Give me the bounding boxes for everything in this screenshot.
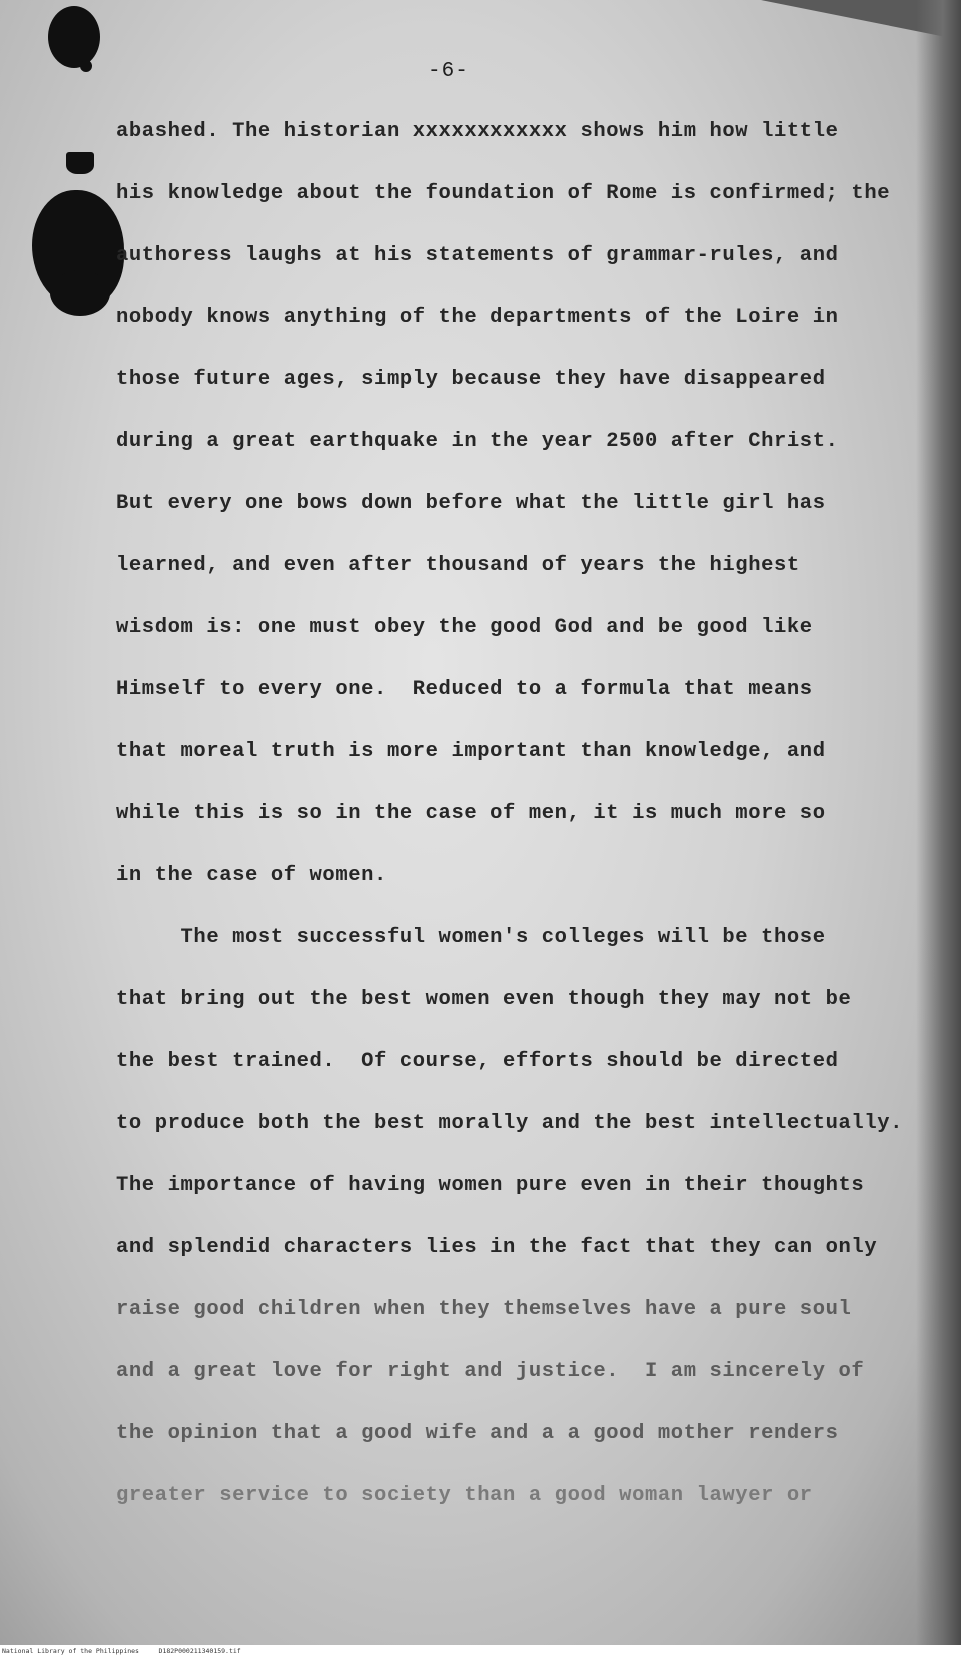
text-line: greater service to society than a good woman lawyer or — [116, 1484, 813, 1507]
text-line: and splendid characters lies in the fact that they can only — [116, 1236, 878, 1259]
text-line: his knowledge about the foundation of Rome is confirmed; the — [116, 182, 891, 205]
text-line: The most successful women's colleges will be those — [116, 926, 826, 949]
text-line: learned, and even after thousand of years the highest — [116, 554, 800, 577]
text-line: Himself to every one. Reduced to a formula that means — [116, 678, 813, 701]
page-edge-shadow — [916, 0, 961, 1650]
text-line: to produce both the best morally and the best intellectually. — [116, 1112, 904, 1135]
page-number: -6- — [428, 60, 469, 83]
ink-blot — [50, 270, 110, 316]
text-line: during a great earthquake in the year 2500 after Christ. — [116, 430, 839, 453]
text-line: those future ages, simply because they have disappeared — [116, 368, 826, 391]
source-caption: National Library of the Philippines D182P000211340159.tif — [2, 1647, 241, 1655]
text-line: and a great love for right and justice. I am sincerely of — [116, 1360, 865, 1383]
text-line: the best trained. Of course, efforts should be directed — [116, 1050, 839, 1073]
text-line: while this is so in the case of men, it is much more so — [116, 802, 826, 825]
text-line: that moreal truth is more important than knowledge, and — [116, 740, 826, 763]
ink-blot — [66, 152, 94, 174]
text-line: raise good children when they themselves have a pure soul — [116, 1298, 852, 1321]
text-line: in the case of women. — [116, 864, 387, 887]
text-line: But every one bows down before what the little girl has — [116, 492, 826, 515]
text-line: nobody knows anything of the departments of the Loire in — [116, 306, 839, 329]
ink-blot — [48, 6, 100, 68]
text-line: that bring out the best women even though they may not be — [116, 988, 852, 1011]
text-line: the opinion that a good wife and a a good mother renders — [116, 1422, 839, 1445]
text-line: abashed. The historian xxxxxxxxxxxx shows him how little — [116, 120, 839, 143]
text-line: wisdom is: one must obey the good God and be good like — [116, 616, 813, 639]
ink-blot — [80, 60, 92, 72]
text-line: The importance of having women pure even in their thoughts — [116, 1174, 865, 1197]
text-line: authoress laughs at his statements of grammar-rules, and — [116, 244, 839, 267]
